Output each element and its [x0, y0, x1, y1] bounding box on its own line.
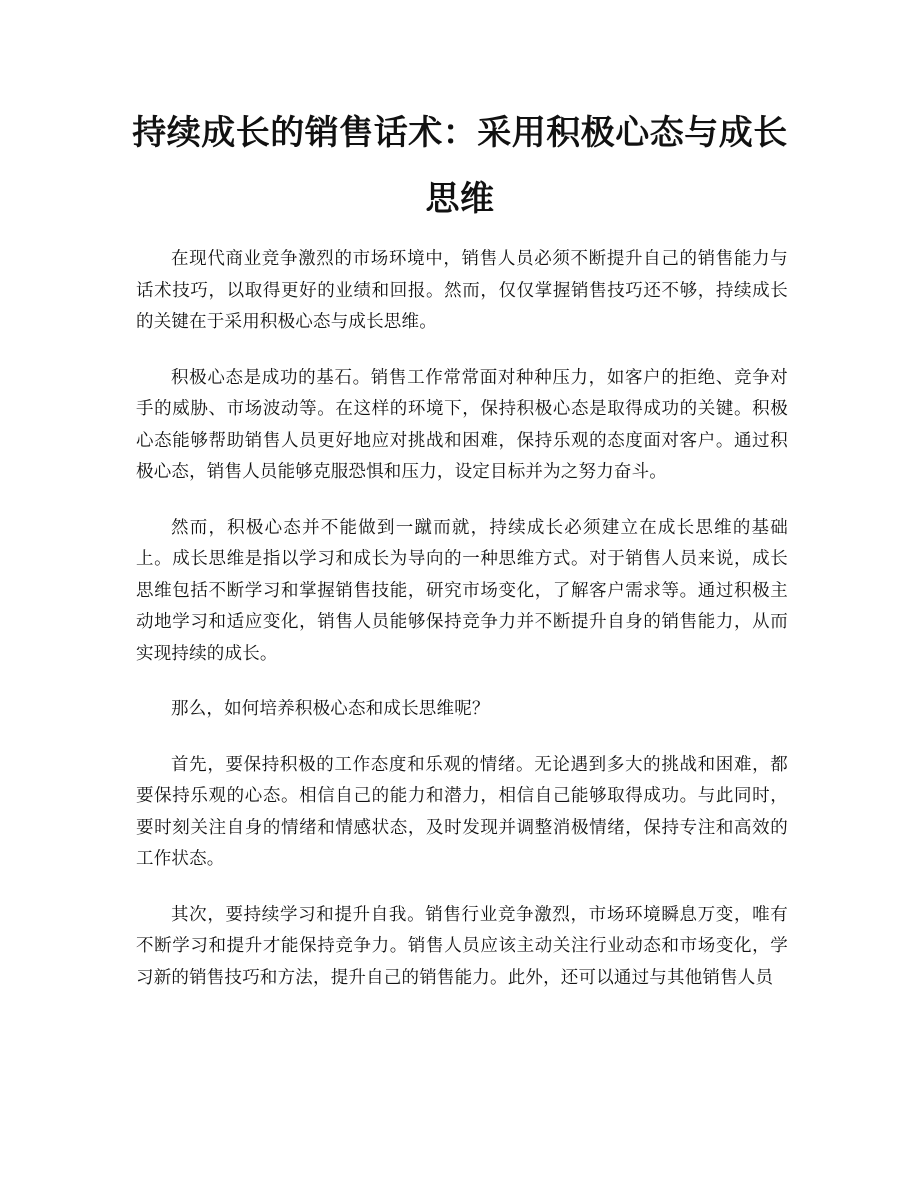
paragraph-first: 首先，要保持积极的工作态度和乐观的情绪。无论遇到多大的挑战和困难，都要保持乐观的心态。相信自己的能力和潜力，相信自己能够取得成功。与此同时，要时刻关注自身的情绪和情感状态，及时发现并调整消极情绪，保持专注和高效的工作状态。 — [136, 754, 788, 869]
paragraph-growth-mindset: 然而，积极心态并不能做到一蹴而就，持续成长必须建立在成长思维的基础上。成长思维是指以学习和成长为导向的一种思维方式。对于销售人员来说，成长思维包括不断学习和掌握销售技能，研究市场变化，了解客户需求等。通过积极主动地学习和适应变化，销售人员能够保持竞争力并不断提升自身的销售能力，从而实现持续的成长。 — [136, 517, 788, 664]
paragraph-positive-mindset: 积极心态是成功的基石。销售工作常常面对种种压力，如客户的拒绝、竞争对手的威胁、市场波动等。在这样的环境下，保持积极心态是取得成功的关键。积极心态能够帮助销售人员更好地应对挑战和困难，保持乐观的态度面对客户。通过积极心态，销售人员能够克服恐惧和压力，设定目标并为之努力奋斗。 — [136, 367, 788, 482]
paragraph-intro: 在现代商业竞争激烈的市场环境中，销售人员必须不断提升自己的销售能力与话术技巧，以取得更好的业绩和回报。然而，仅仅掌握销售技巧还不够，持续成长的关键在于采用积极心态与成长思维。 — [136, 249, 788, 332]
document-body — [136, 244, 788, 1018]
paragraph-second: 其次，要持续学习和提升自我。销售行业竞争激烈，市场环境瞬息万变，唯有不断学习和提升才能保持竞争力。销售人员应该主动关注行业动态和市场变化，学习新的销售技巧和方法，提升自己的销售能力。此外，还可以通过与其他销售人员 — [136, 904, 788, 988]
paragraph-question: 那么，如何培养积极心态和成长思维呢？ — [171, 699, 490, 719]
document-title: 持续成长的销售话术：采用积极心态与成长思维 — [132, 113, 788, 219]
